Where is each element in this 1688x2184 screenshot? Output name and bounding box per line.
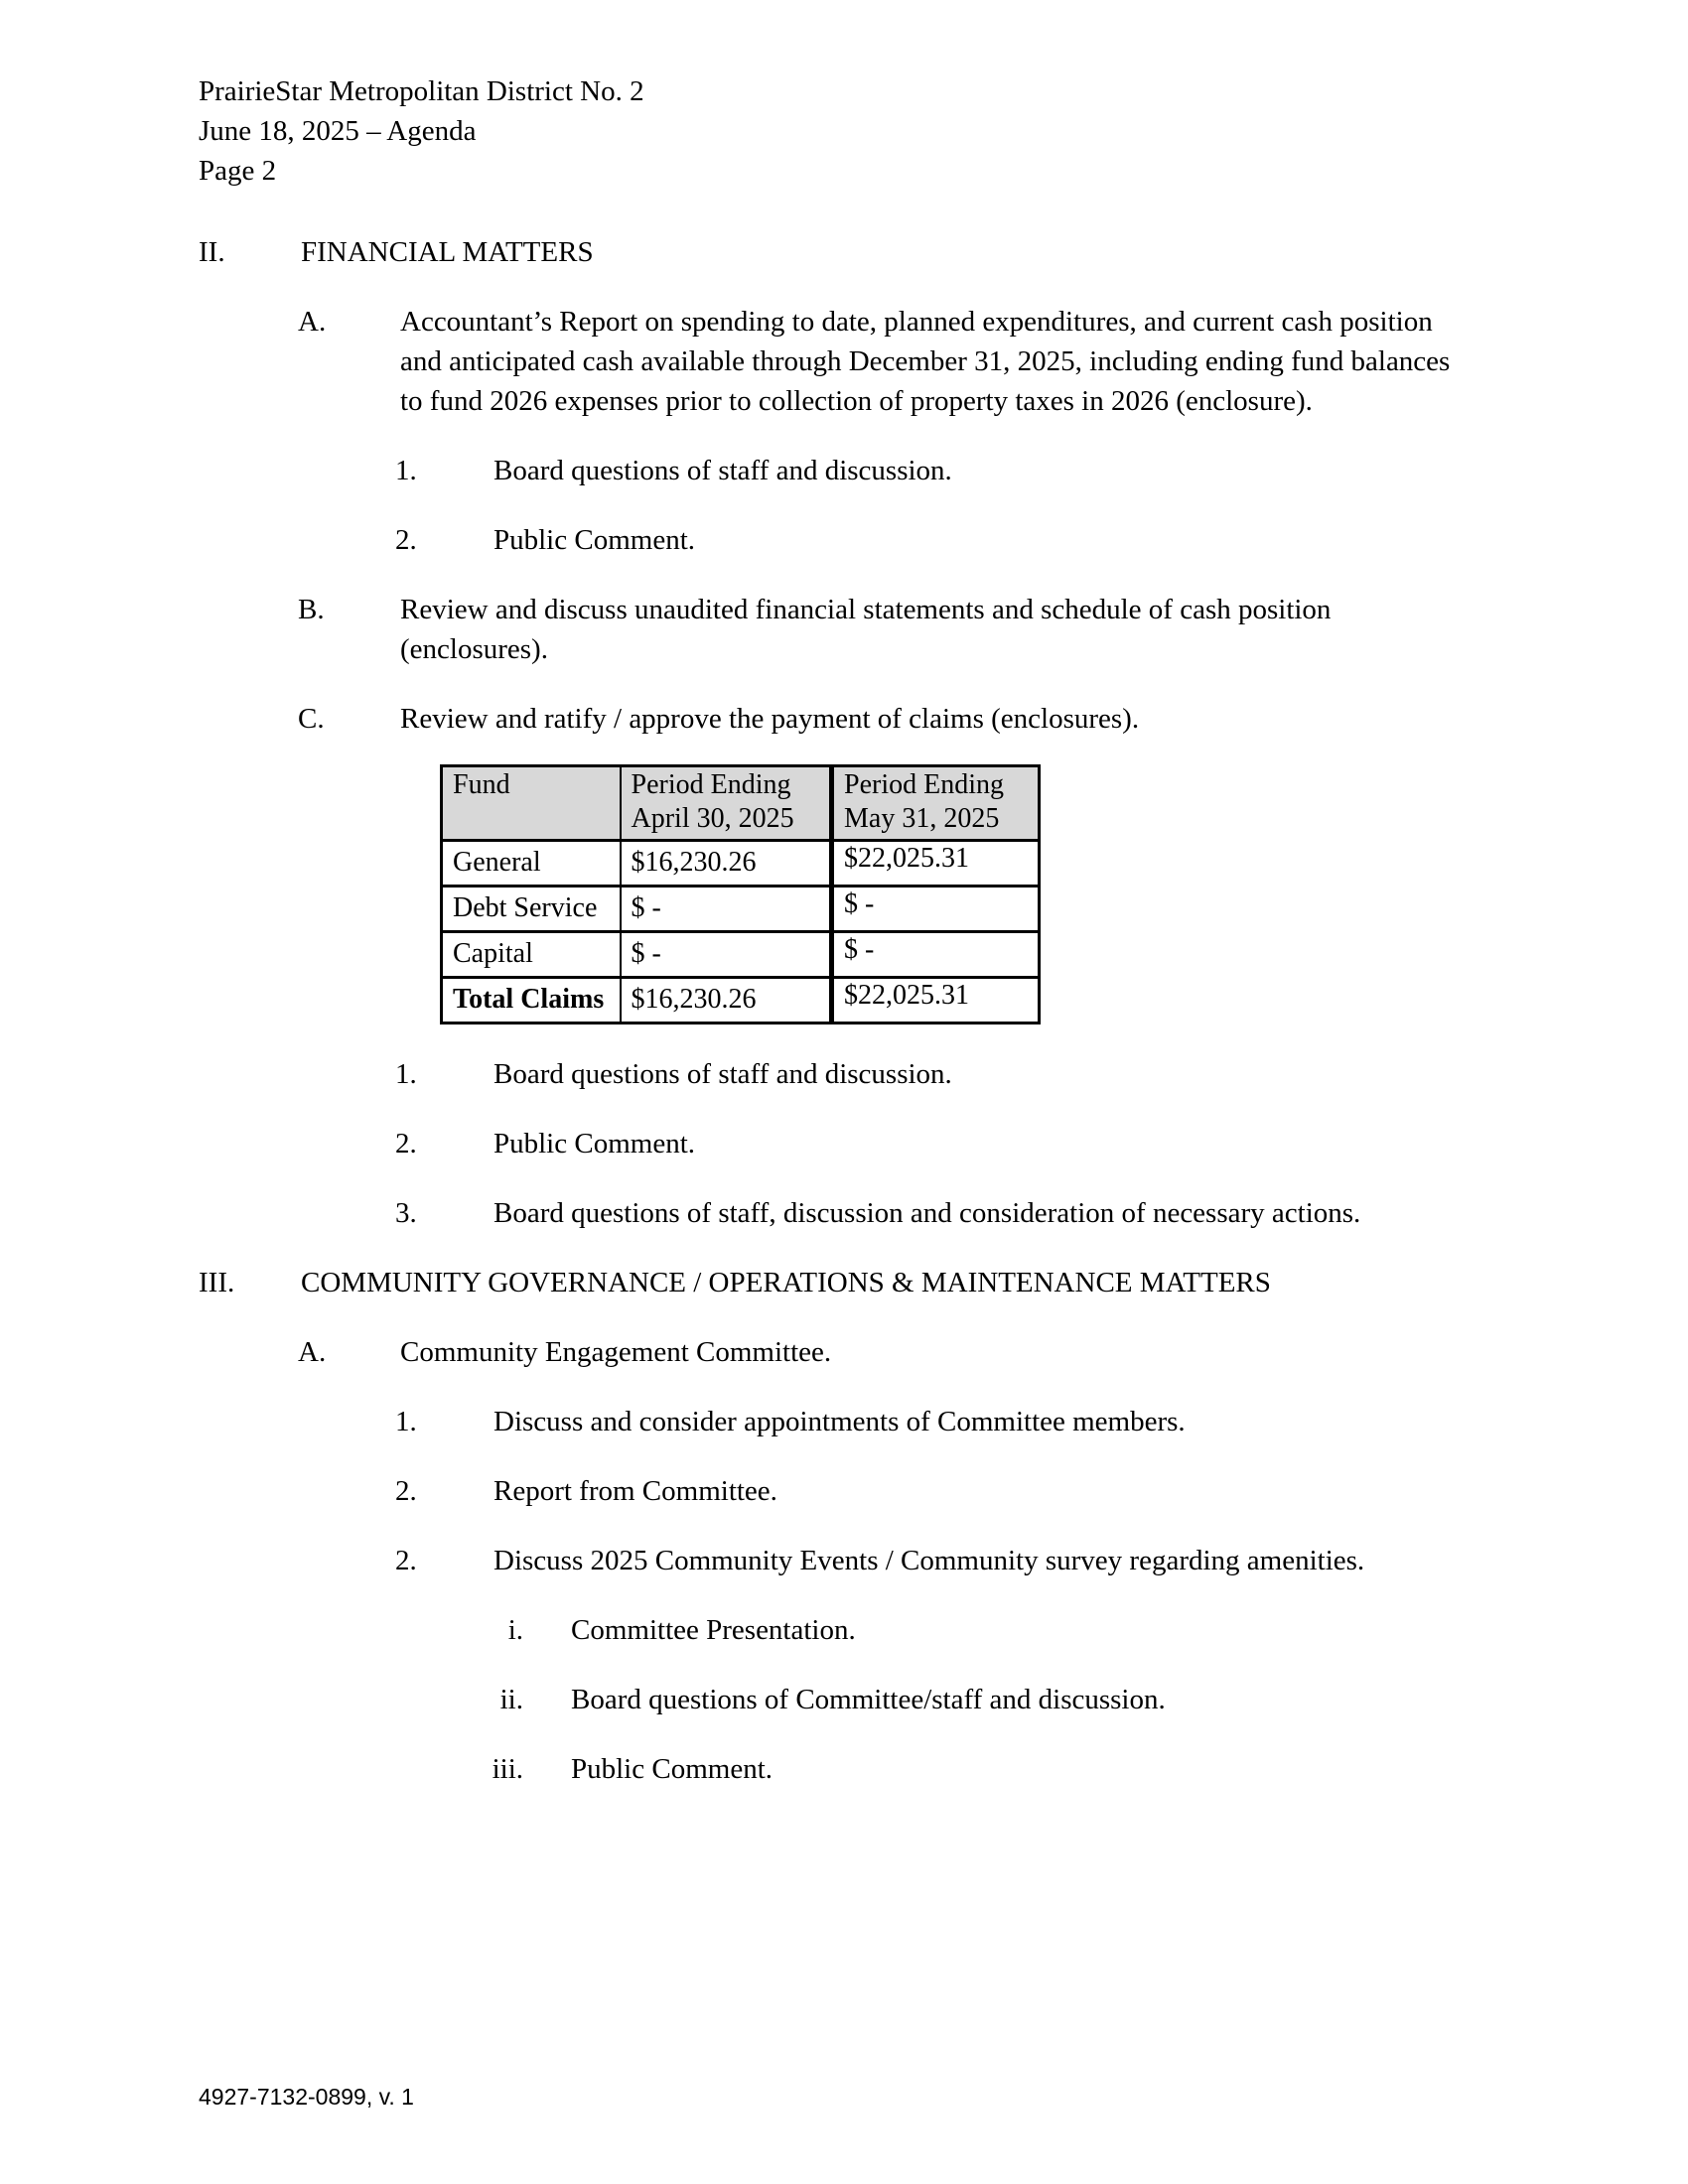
agenda-item — [0, 1471, 1688, 1511]
document-number: 4927-7132-0899, v. 1 — [199, 2084, 414, 2110]
agenda-item — [0, 1541, 1688, 1580]
section-title: FINANCIAL MATTERS — [301, 236, 594, 268]
section-heading — [0, 1263, 1688, 1302]
agenda-subitem — [0, 1680, 1688, 1719]
agenda-item-number: i. — [507, 1614, 523, 1646]
agenda-item — [0, 302, 1688, 421]
agenda-item — [0, 451, 1688, 490]
agenda-item — [0, 1054, 1688, 1094]
agenda-item-text: Review and discuss unaudited financial statements and schedule of cash position (enclosures). — [400, 594, 1332, 665]
table-row-debt-service — [442, 887, 1040, 932]
agenda-item-text: Committee Presentation. — [571, 1614, 856, 1646]
agenda-subitem — [0, 1749, 1688, 1789]
agenda-item-text: Public Comment. — [493, 524, 695, 556]
agenda-item-text: Accountant’s Report on spending to date, planned expenditures, and current cash position and anticipated cash available through December 31, 2025, including ending fund balances to fund 2026 expenses prior to collection of property taxes in 2026 (enclosure). — [400, 306, 1451, 417]
table-header-cell-april — [621, 766, 832, 841]
agenda-item-text: Board questions of Committee/staff and discussion. — [571, 1684, 1166, 1715]
section-number: III. — [199, 1267, 235, 1298]
table-header-cell-may — [832, 766, 1040, 841]
agenda-item-number: B. — [298, 594, 325, 625]
table-cell-april: $ - — [621, 932, 832, 978]
table-header-cell-fund — [442, 766, 621, 841]
table-row-general — [442, 841, 1040, 887]
agenda-item-text: Board questions of staff and discussion. — [493, 455, 952, 486]
agenda-item-number: iii. — [492, 1753, 523, 1785]
table-cell-april: $16,230.26 — [621, 841, 832, 887]
table-header-text: Fund — [453, 769, 510, 800]
agenda-item-number: ii. — [499, 1684, 523, 1715]
agenda-item-text: Public Comment. — [571, 1753, 773, 1785]
agenda-item-number: A. — [298, 1336, 327, 1368]
agenda-item-text: Discuss 2025 Community Events / Community survey regarding amenities. — [493, 1545, 1365, 1576]
agenda-item-number: 2. — [395, 1475, 417, 1507]
table-cell-fund: Debt Service — [442, 887, 621, 932]
table-header-text: Period Ending — [844, 769, 1004, 800]
agenda-item-text: Discuss and consider appointments of Committee members. — [493, 1406, 1186, 1437]
agenda-subitem — [0, 1610, 1688, 1650]
agenda-body — [0, 232, 1688, 1789]
table-cell-fund: Total Claims — [442, 978, 621, 1024]
table-cell-april: $ - — [621, 887, 832, 932]
section-number: II. — [199, 236, 225, 268]
agenda-item-number: A. — [298, 306, 327, 338]
table-cell-may: $ - — [832, 932, 1040, 978]
table-header-text: Period Ending — [631, 769, 791, 800]
table-cell-may: $ - — [832, 887, 1040, 932]
table-row-capital — [442, 932, 1040, 978]
agenda-item-number: 2. — [395, 1128, 417, 1160]
agenda-item-text: Review and ratify / approve the payment of claims (enclosures). — [400, 703, 1140, 735]
agenda-item-number: 1. — [395, 1058, 417, 1090]
table-cell-may: $22,025.31 — [832, 978, 1040, 1024]
agenda-item — [0, 1402, 1688, 1441]
agenda-item — [0, 1124, 1688, 1163]
agenda-item — [0, 699, 1688, 739]
header-date-title: June 18, 2025 – Agenda — [199, 115, 477, 147]
agenda-item-text: Board questions of staff and discussion. — [493, 1058, 952, 1090]
table-header-text: April 30, 2025 — [631, 803, 794, 834]
agenda-item-text: Board questions of staff, discussion and consideration of necessary actions. — [493, 1197, 1361, 1229]
agenda-item-text: Community Engagement Committee. — [400, 1336, 832, 1368]
table-header-text: May 31, 2025 — [844, 803, 1000, 834]
agenda-item-text: Report from Committee. — [493, 1475, 777, 1507]
claims-table — [440, 764, 1041, 1024]
agenda-item — [0, 590, 1688, 669]
document-header — [199, 71, 644, 191]
agenda-item-text: Public Comment. — [493, 1128, 695, 1160]
claims-table-header-row — [442, 766, 1040, 841]
agenda-item-number: C. — [298, 703, 325, 735]
agenda-item-number: 2. — [395, 524, 417, 556]
agenda-item-number: 2. — [395, 1545, 417, 1576]
table-row-total-claims — [442, 978, 1040, 1024]
agenda-item — [0, 520, 1688, 560]
agenda-item-number: 1. — [395, 455, 417, 486]
table-cell-april: $16,230.26 — [621, 978, 832, 1024]
agenda-item-number: 1. — [395, 1406, 417, 1437]
table-cell-fund: Capital — [442, 932, 621, 978]
agenda-item — [0, 1332, 1688, 1372]
header-district-name: PrairieStar Metropolitan District No. 2 — [199, 75, 644, 107]
section-title: COMMUNITY GOVERNANCE / OPERATIONS & MAINTENANCE MATTERS — [301, 1267, 1271, 1298]
header-page-number: Page 2 — [199, 155, 277, 187]
section-heading — [0, 232, 1688, 272]
table-cell-may: $22,025.31 — [832, 841, 1040, 887]
agenda-item-number: 3. — [395, 1197, 417, 1229]
agenda-item — [0, 1193, 1688, 1233]
table-cell-fund: General — [442, 841, 621, 887]
